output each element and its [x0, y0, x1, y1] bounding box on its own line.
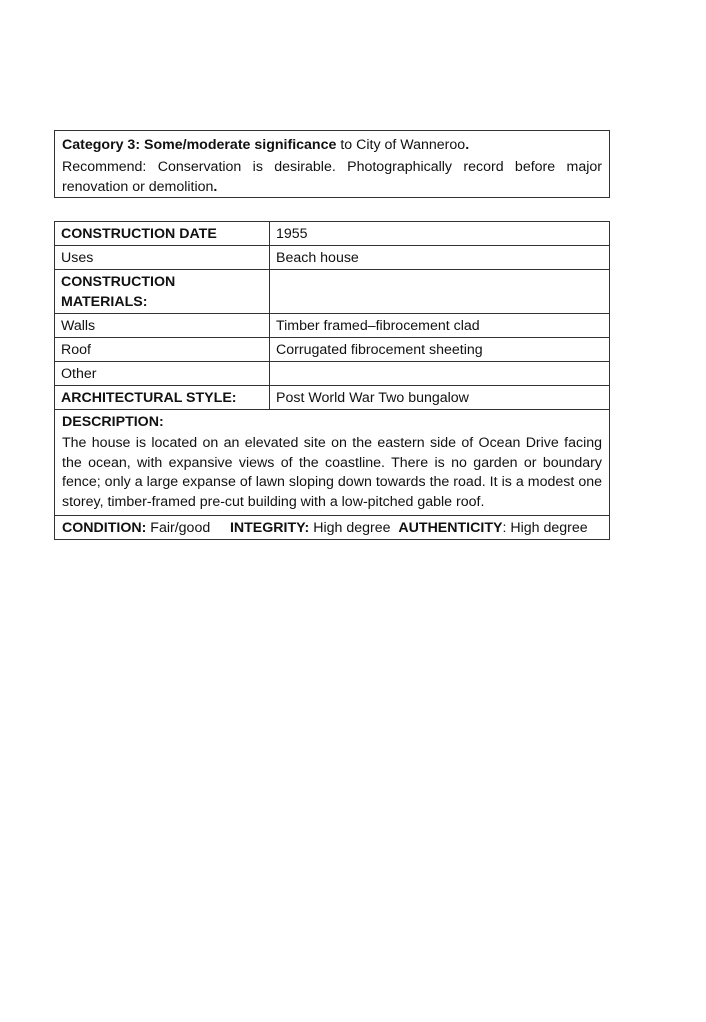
construction-materials-text: CONSTRUCTION MATERIALS:: [61, 273, 176, 310]
table-row: [55, 362, 610, 386]
architectural-style-label: ARCHITECTURAL STYLE:: [55, 386, 270, 410]
construction-date-label: CONSTRUCTION DATE: [55, 222, 270, 246]
recommend-text: Recommend: Conservation is desirable. Photographically record before major renovation or demolition: [62, 159, 602, 195]
condition-cell: [55, 516, 610, 540]
authenticity-value: : High degree: [502, 519, 588, 536]
table-row: [55, 386, 610, 410]
integrity-label: INTEGRITY:: [229, 519, 310, 536]
significance-box: [54, 130, 610, 198]
construction-date-value: 1955: [270, 222, 610, 246]
condition-row: [55, 516, 610, 540]
description-text: The house is located on an elevated site on the eastern side of Ocean Drive facing the ocean, with expansive views of the coastline. There is no garden or boundary fence; only a large expanse of lawn sloping down towards the road. It is a modest one storey, timber-framed pre-cut building with a low-pitched gable roof.: [62, 435, 602, 510]
table-row: [55, 314, 610, 338]
details-table: [54, 221, 610, 540]
walls-label: Walls: [55, 314, 270, 338]
authenticity-label: AUTHENTICITY: [398, 519, 503, 536]
category-period: .: [465, 137, 470, 153]
description-row: [55, 410, 610, 516]
recommend-period: .: [213, 179, 218, 195]
uses-label: Uses: [55, 246, 270, 270]
other-value: [270, 362, 610, 386]
table-row: [55, 222, 610, 246]
description-cell: [55, 410, 610, 516]
condition-value: Fair/good: [146, 519, 230, 536]
roof-value: Corrugated fibrocement sheeting: [270, 338, 610, 362]
category-label: Category 3: Some/moderate significance: [62, 137, 337, 153]
construction-materials-value: [270, 270, 610, 314]
walls-value: Timber framed–fibrocement clad: [270, 314, 610, 338]
integrity-value: High degree: [309, 519, 399, 536]
uses-value: Beach house: [270, 246, 610, 270]
architectural-style-value: Post World War Two bungalow: [270, 386, 610, 410]
roof-label: Roof: [55, 338, 270, 362]
other-label: Other: [55, 362, 270, 386]
recommend-line: [62, 157, 602, 197]
table-row: [55, 338, 610, 362]
category-rest: to City of Wanneroo: [336, 137, 466, 153]
construction-materials-label: [55, 270, 270, 314]
condition-label: CONDITION:: [62, 519, 147, 536]
category-line: [62, 136, 469, 154]
table-row: [55, 246, 610, 270]
description-heading: DESCRIPTION:: [62, 414, 164, 430]
table-row: [55, 270, 610, 314]
